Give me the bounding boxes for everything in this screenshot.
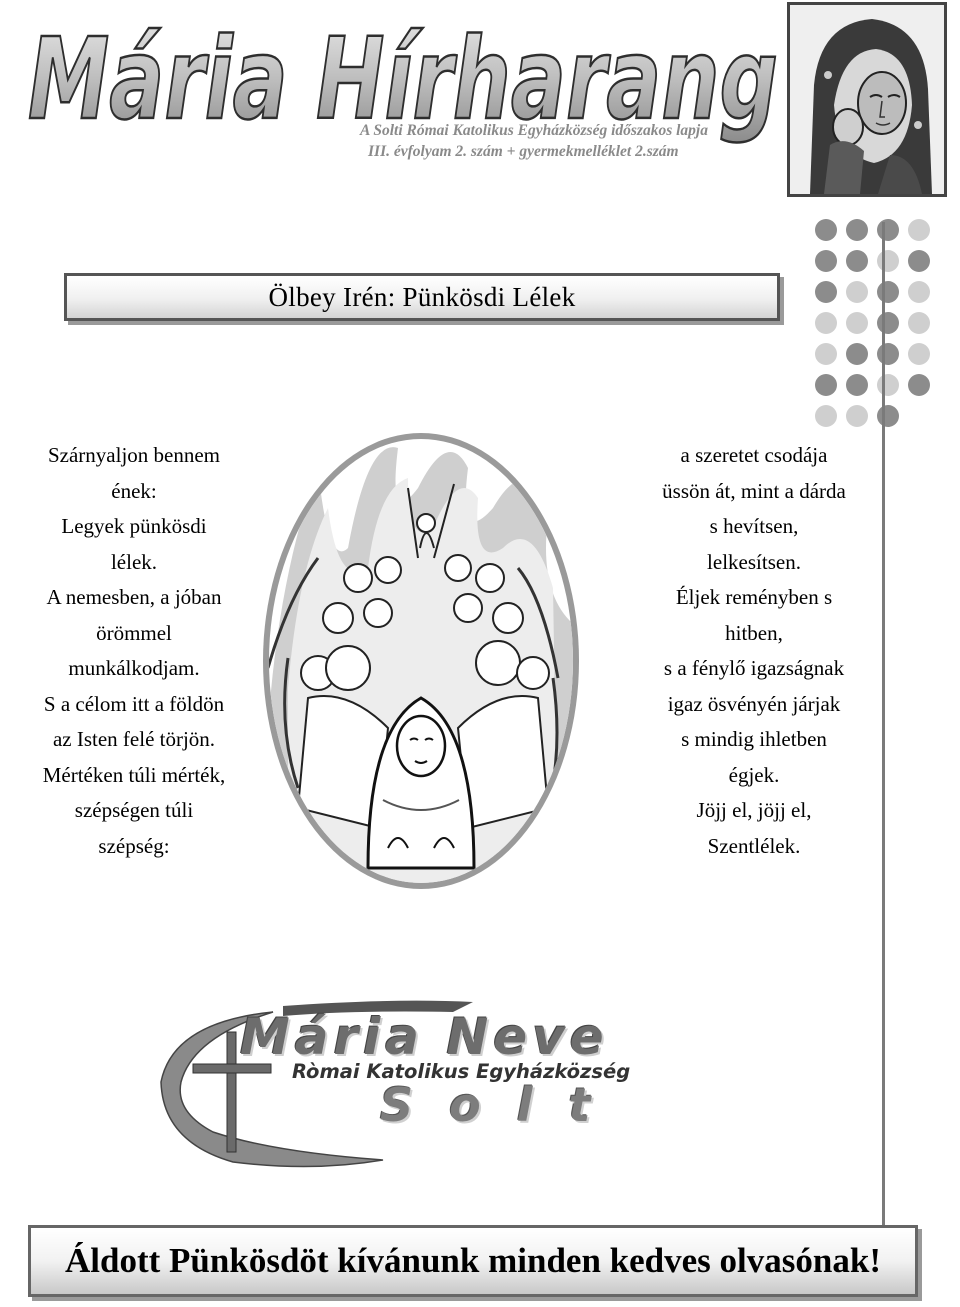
decorative-dot xyxy=(846,281,868,303)
decorative-dot xyxy=(815,343,837,365)
poem-line: ének: xyxy=(111,478,157,503)
poem-line: szépség: xyxy=(98,833,170,858)
decorative-dot xyxy=(846,343,868,365)
poem-line: Éljek reményben s xyxy=(675,585,833,609)
greeting-text: Áldott Pünkösdöt kívánunk minden kedves olvasónak! xyxy=(65,1241,881,1280)
decorative-dot xyxy=(877,374,899,396)
decorative-dot xyxy=(877,405,899,427)
parish-logo-town: Solt xyxy=(380,1078,627,1132)
decorative-dot xyxy=(846,405,868,427)
poem-line: A nemesben, a jóban xyxy=(46,585,222,609)
greeting-banner xyxy=(28,1225,918,1297)
poem-right-column xyxy=(614,438,894,864)
decorative-dot xyxy=(877,343,899,365)
poem-title: Ölbey Irén: Pünkösdi Lélek xyxy=(268,281,576,312)
poem-line: s mindig ihletben xyxy=(681,727,827,751)
decorative-dot-grid xyxy=(812,218,936,428)
decorative-dot xyxy=(815,405,837,427)
decorative-dot xyxy=(846,250,868,272)
poem-line: Legyek pünkösdi xyxy=(61,514,207,538)
poem-line: lelkesítsen. xyxy=(707,549,801,574)
decorative-dot xyxy=(846,219,868,241)
parish-logo-subtitle: Ròmai Katolikus Egyházközség xyxy=(292,1060,631,1083)
poem-line: Jöjj el, jöjj el, xyxy=(696,798,812,822)
svg-text:Mária Hírharang: Mária Hírharang xyxy=(28,15,778,145)
decorative-dot xyxy=(815,312,837,334)
decorative-dot xyxy=(815,374,837,396)
poem-line: s hevítsen, xyxy=(709,514,799,538)
issue-info: III. évfolyam 2. szám + gyermekmelléklet 2.szám xyxy=(368,143,679,160)
poem-line: S a célom itt a földön xyxy=(43,691,225,716)
decorative-dot xyxy=(908,250,930,272)
newsletter-subtitle: A Solti Római Katolikus Egyházközség időszakos lapja xyxy=(360,122,708,139)
madonna-icon-image xyxy=(787,2,947,197)
decorative-dot xyxy=(908,312,930,334)
decorative-dot xyxy=(815,281,837,303)
decorative-dot xyxy=(846,312,868,334)
poem-line: örömmel xyxy=(96,620,172,645)
decorative-dot xyxy=(815,219,837,241)
poem-line: hitben, xyxy=(725,620,783,645)
decorative-dot xyxy=(877,219,899,241)
poem-line: s a fénylő igazságnak xyxy=(663,656,845,680)
poem-line: Mértéken túli mérték, xyxy=(42,762,226,787)
decorative-dot xyxy=(846,374,868,396)
decorative-dot xyxy=(908,219,930,241)
decorative-dot xyxy=(877,312,899,334)
decorative-dot xyxy=(908,281,930,303)
pentecost-painting xyxy=(258,428,585,894)
poem-line: Szentlélek. xyxy=(707,833,801,858)
parish-logo-name: Mária Neve xyxy=(240,1008,609,1066)
poem-line: üssön át, mint a dárda xyxy=(662,478,846,503)
poem-line: szépségen túli xyxy=(74,798,194,822)
decorative-dot xyxy=(877,281,899,303)
decorative-dot xyxy=(908,343,930,365)
poem-line: az Isten felé törjön. xyxy=(52,727,216,751)
decorative-dot xyxy=(877,250,899,272)
decorative-dot xyxy=(908,374,930,396)
poem-line: igaz ösvényén járjak xyxy=(667,691,841,716)
poem-line: a szeretet csodája xyxy=(680,443,828,467)
poem-left-column xyxy=(0,438,274,864)
poem-title-box xyxy=(64,273,780,321)
poem-line: égjek. xyxy=(728,762,780,787)
decorative-dot xyxy=(815,250,837,272)
poem-line: munkálkodjam. xyxy=(68,656,200,680)
poem-line: Szárnyaljon bennem xyxy=(47,443,221,467)
poem-line: lélek. xyxy=(110,549,158,574)
